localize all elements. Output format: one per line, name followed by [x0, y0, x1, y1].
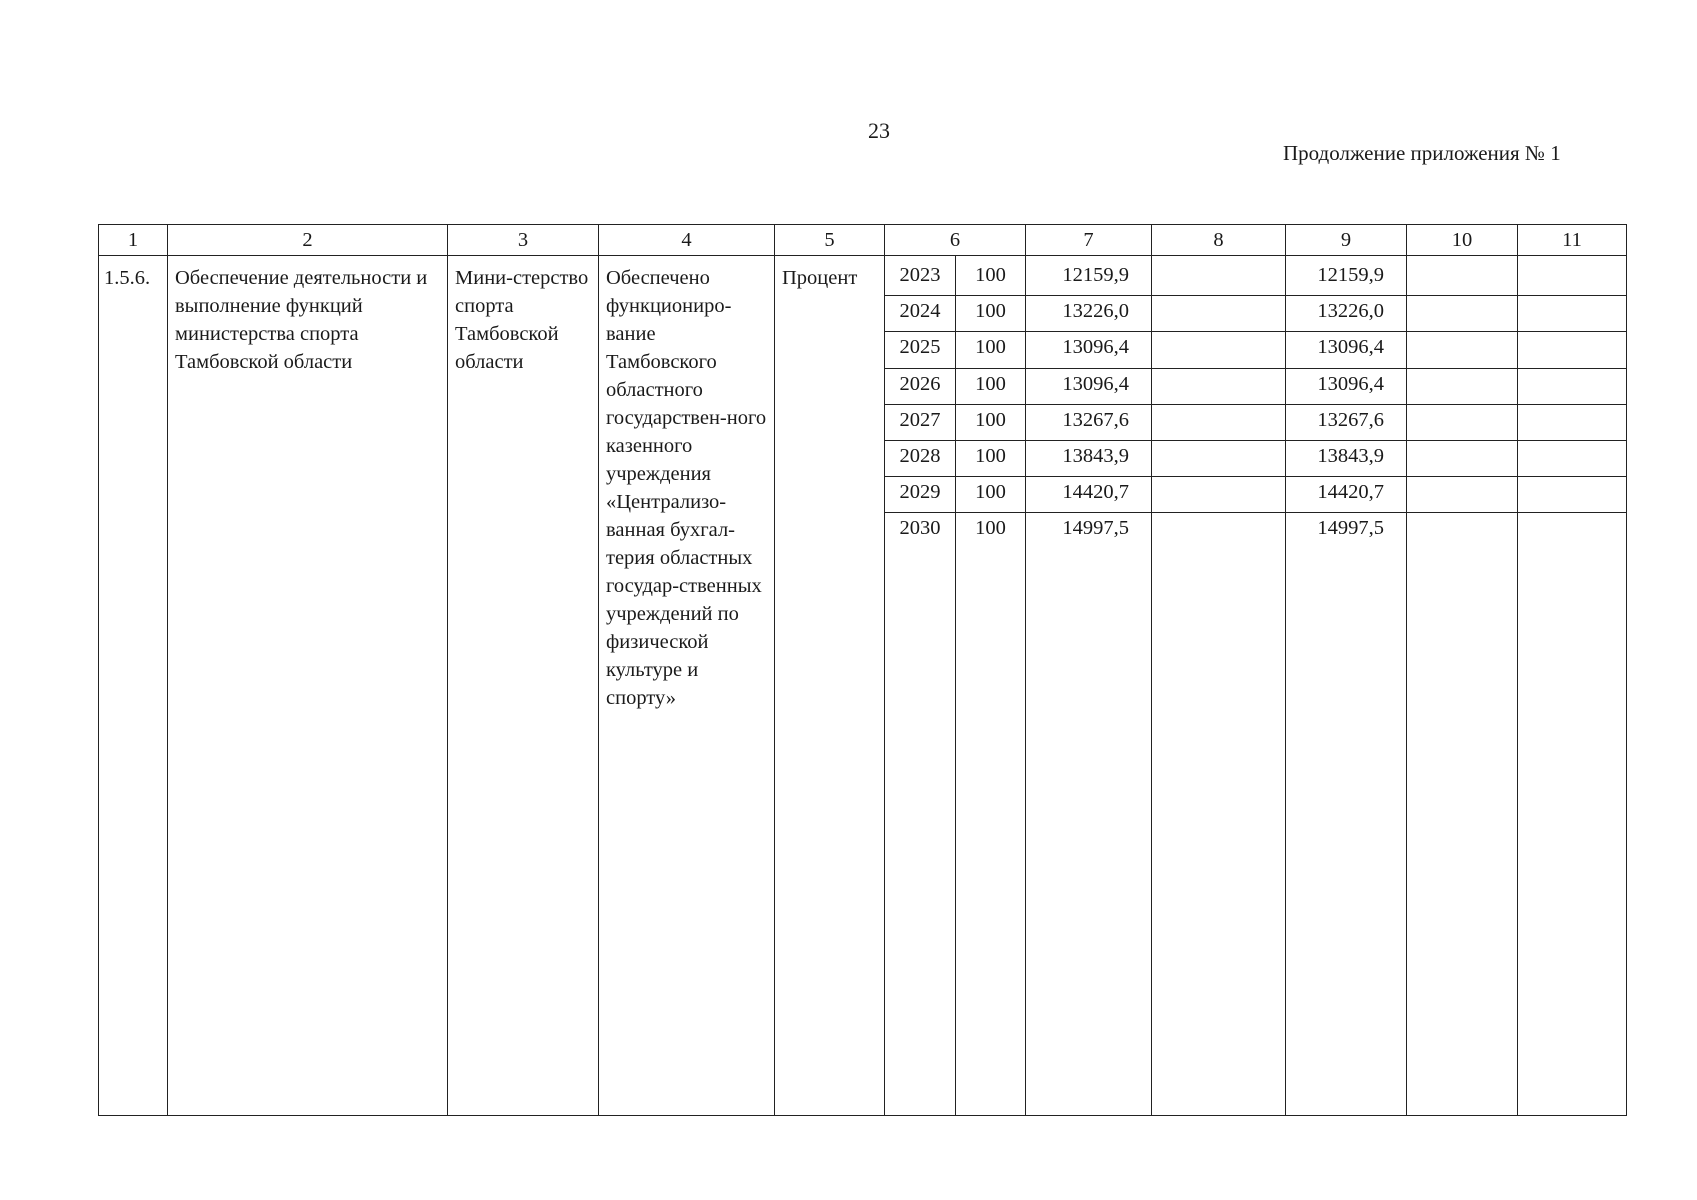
appendix-continuation-label: Продолжение приложения № 1: [1283, 141, 1561, 165]
col8-cell: [1152, 332, 1285, 368]
year-cell: 2027: [885, 405, 955, 441]
col10-cell: [1407, 296, 1517, 332]
col7-cell: 12159,9: [1026, 260, 1151, 296]
col-header-9: 9: [1286, 225, 1407, 256]
unit: Процент: [775, 256, 885, 1116]
col8-cell: [1152, 369, 1285, 405]
col-header-4: 4: [599, 225, 775, 256]
measure-name: Обеспечение деятельности и выполнение функций министерства спорта Тамбовской области: [168, 256, 448, 1116]
year-cell: 2028: [885, 441, 955, 477]
executor: Мини-стерство спорта Тамбовской области: [448, 256, 599, 1116]
col-header-5: 5: [775, 225, 885, 256]
col10-cell: [1407, 332, 1517, 368]
header-row: [99, 225, 1627, 256]
col9-cell: 13843,9: [1286, 441, 1406, 477]
col11-cell: [1518, 369, 1626, 405]
year-cell: 2026: [885, 369, 955, 405]
percent-cell: 100: [956, 296, 1025, 332]
year-cell: 2030: [899, 517, 941, 540]
main-table: [98, 224, 1627, 1116]
col7-cell: 13096,4: [1026, 332, 1151, 368]
row-number: 1.5.6.: [99, 256, 168, 1116]
col10-cell: [1407, 513, 1517, 548]
year-cell: 2029: [885, 477, 955, 513]
percent-cell: 100: [956, 441, 1025, 477]
percent-cell: 100: [956, 477, 1025, 513]
col7-cell: 14997,5: [1062, 517, 1129, 540]
col10-cell: [1407, 260, 1517, 296]
col7-column: [1026, 256, 1152, 1116]
col8-cell: [1152, 513, 1285, 548]
col-header-11: 11: [1518, 225, 1627, 256]
col11-cell: [1518, 513, 1626, 548]
col9-cell: 13267,6: [1286, 405, 1406, 441]
col11-cell: [1518, 405, 1626, 441]
col11-column: [1518, 256, 1627, 1116]
col-header-8: 8: [1152, 225, 1286, 256]
percent-cell: 100: [956, 369, 1025, 405]
col11-cell: [1518, 441, 1626, 477]
col-header-10: 10: [1407, 225, 1518, 256]
col11-cell: [1518, 477, 1626, 513]
col10-column: [1407, 256, 1518, 1116]
col11-cell: [1518, 332, 1626, 368]
col9-cell: 14997,5: [1317, 517, 1384, 540]
col7-cell: 13267,6: [1026, 405, 1151, 441]
col8-cell: [1152, 296, 1285, 332]
col-header-3: 3: [448, 225, 599, 256]
percent-cell: 100: [956, 332, 1025, 368]
percent-column: [956, 256, 1026, 1116]
col11-cell: [1518, 296, 1626, 332]
percent-cell: 100: [956, 260, 1025, 296]
col7-cell: 13226,0: [1026, 296, 1151, 332]
col9-cell: 12159,9: [1286, 260, 1406, 296]
indicator: Обеспечено функциониро-вание Тамбовского областного государствен-ного казенного учреждения «Централизо-ванная бухгал-терия областных государ-ственных учреждений по физической культуре и спорту»: [599, 256, 775, 1116]
col8-cell: [1152, 405, 1285, 441]
col11-cell: [1518, 260, 1626, 296]
col-header-2: 2: [168, 225, 448, 256]
col9-cell: 13096,4: [1286, 332, 1406, 368]
percent-cell: 100: [975, 517, 1006, 540]
col8-column: [1152, 256, 1286, 1116]
year-cell: 2024: [885, 296, 955, 332]
col-header-6: 6: [885, 225, 1026, 256]
col9-cell: 14420,7: [1286, 477, 1406, 513]
col-header-7: 7: [1026, 225, 1152, 256]
years-column: [885, 256, 956, 1116]
col9-column: [1286, 256, 1407, 1116]
col9-cell: 13096,4: [1286, 369, 1406, 405]
col10-cell: [1407, 405, 1517, 441]
col10-cell: [1407, 369, 1517, 405]
col7-cell: 13096,4: [1026, 369, 1151, 405]
col9-cell: 13226,0: [1286, 296, 1406, 332]
year-cell: 2023: [885, 260, 955, 296]
col8-cell: [1152, 477, 1285, 513]
year-cell: 2025: [885, 332, 955, 368]
col7-cell: 14420,7: [1026, 477, 1151, 513]
page-number: 23: [868, 118, 890, 143]
col8-cell: [1152, 441, 1285, 477]
col10-cell: [1407, 477, 1517, 513]
col7-cell: 13843,9: [1026, 441, 1151, 477]
col10-cell: [1407, 441, 1517, 477]
col8-cell: [1152, 260, 1285, 296]
table-row: [99, 256, 1627, 1116]
col-header-1: 1: [99, 225, 168, 256]
percent-cell: 100: [956, 405, 1025, 441]
